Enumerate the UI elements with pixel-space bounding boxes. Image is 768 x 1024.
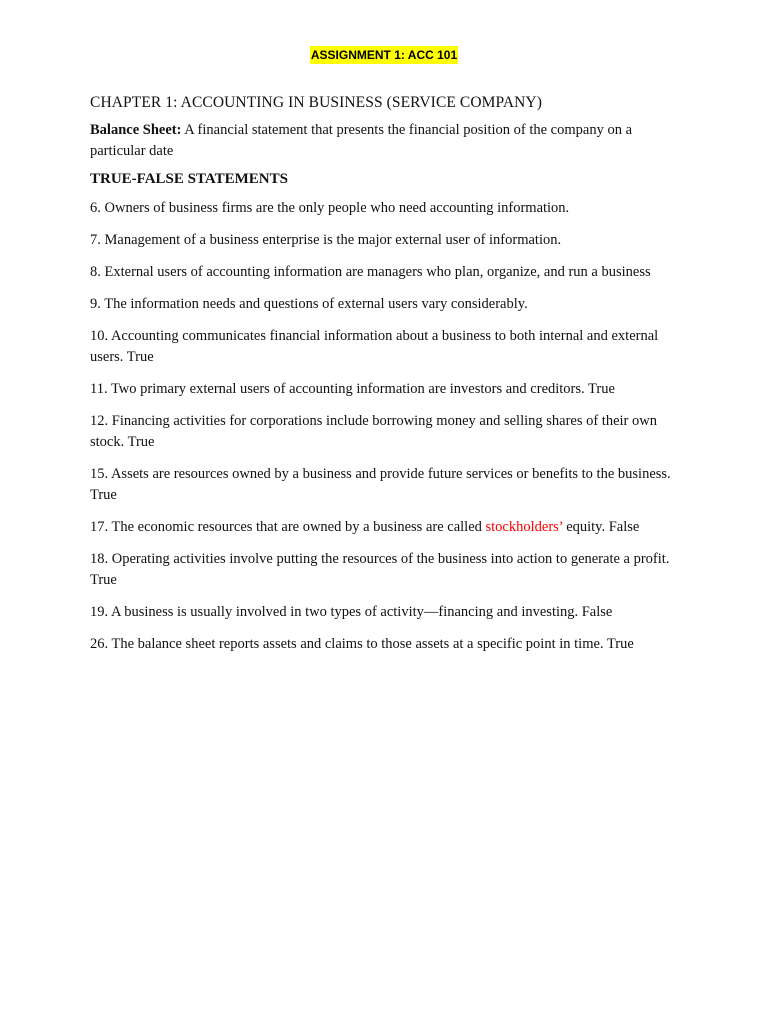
statement-item: 18. Operating activities involve putting the resources of the business into action to generate a profit. True [90,551,670,588]
statement-item: 11. Two primary external users of accounting information are investors and creditors. True [90,381,615,397]
document-body [90,92,680,655]
statement-item: 19. A business is usually involved in two types of activity—financing and investing. False [90,604,613,620]
statement-text-after: equity. False [562,519,640,535]
balance-sheet-definition [90,120,680,162]
statement-list [90,198,680,655]
section-heading: TRUE-FALSE STATEMENTS [90,171,288,187]
statement-item: 15. Assets are resources owned by a business and provide future services or benefits to the business. True [90,466,671,503]
chapter-heading: CHAPTER 1: ACCOUNTING IN BUSINESS (SERVICE COMPANY) [90,94,542,111]
assignment-title: ASSIGNMENT 1: ACC 101 [310,48,458,62]
assignment-title-wrap [0,46,768,64]
statement-item: 8. External users of accounting information are managers who plan, organize, and run a business [90,264,651,280]
statement-item [90,517,680,538]
statement-text-before: 17. The economic resources that are owned by a business are called [90,519,486,535]
statement-item: 9. The information needs and questions of external users vary considerably. [90,296,528,312]
statement-item: 12. Financing activities for corporations include borrowing money and selling shares of their own stock. True [90,413,657,450]
statement-item: 26. The balance sheet reports assets and claims to those assets at a specific point in time. True [90,636,634,652]
statement-item: 7. Management of a business enterprise is the major external user of information. [90,232,562,248]
statement-item: 6. Owners of business firms are the only people who need accounting information. [90,200,570,216]
stockholders-highlight: stockholders’ [485,519,563,535]
definition-text: A financial statement that presents the financial position of the company on a particular date [90,122,633,159]
statement-item: 10. Accounting communicates financial information about a business to both internal and external users. True [90,328,659,365]
definition-term: Balance Sheet: [90,122,182,138]
